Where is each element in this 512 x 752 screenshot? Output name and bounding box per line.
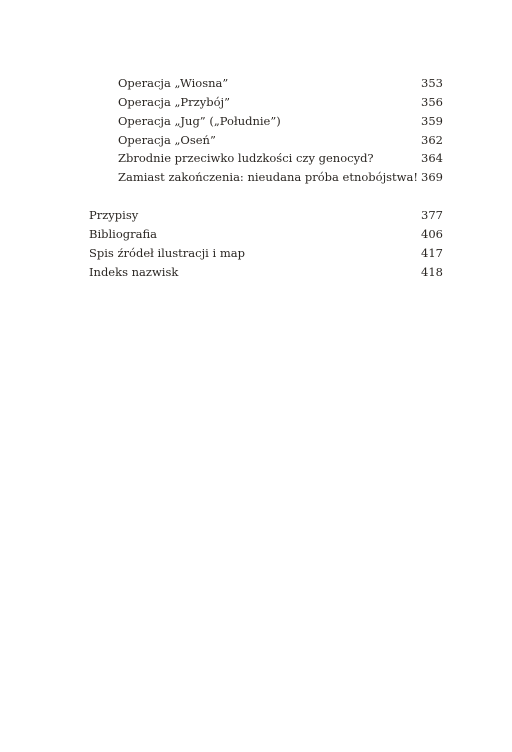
toc-entry-title: Zamiast zakończenia: nieudana próba etnobójstwa! bbox=[118, 170, 418, 184]
toc-entry-title: Operacja „Oseń” bbox=[118, 133, 216, 147]
toc-subentry bbox=[118, 112, 443, 131]
toc-entry-title: Przypisy bbox=[89, 208, 139, 222]
toc-entry-title: Operacja „Przybój” bbox=[118, 95, 230, 109]
toc-entry bbox=[89, 263, 443, 282]
toc-page-number: 356 bbox=[421, 95, 443, 109]
toc-entry-title: Spis źródeł ilustracji i map bbox=[89, 246, 245, 260]
toc-subentry bbox=[118, 168, 443, 187]
toc-entry bbox=[89, 244, 443, 263]
toc-page-number: 353 bbox=[421, 76, 443, 90]
toc-entry bbox=[89, 206, 443, 225]
toc-page-number: 406 bbox=[421, 227, 443, 241]
toc-entry-title: Bibliografia bbox=[89, 227, 158, 241]
toc-page-number: 362 bbox=[421, 133, 443, 147]
toc-entry-title: Indeks nazwisk bbox=[89, 265, 179, 279]
toc-subentry bbox=[118, 74, 443, 93]
toc-page-number: 417 bbox=[421, 246, 443, 260]
toc-subentry bbox=[118, 93, 443, 112]
toc-entry-title: Operacja „Wiosna” bbox=[118, 76, 229, 90]
toc-page-number: 364 bbox=[421, 151, 443, 165]
toc-subentry bbox=[118, 131, 443, 150]
toc-subentry bbox=[118, 149, 443, 168]
toc-entry-title: Operacja „Jug” („Południe”) bbox=[118, 114, 281, 128]
toc-page-number: 377 bbox=[421, 208, 443, 222]
toc-page-number: 359 bbox=[421, 114, 443, 128]
toc-entry bbox=[89, 225, 443, 244]
toc-entry-title: Zbrodnie przeciwko ludzkości czy genocyd? bbox=[118, 151, 374, 165]
toc-page-number: 369 bbox=[421, 170, 443, 184]
toc-page-number: 418 bbox=[421, 265, 443, 279]
